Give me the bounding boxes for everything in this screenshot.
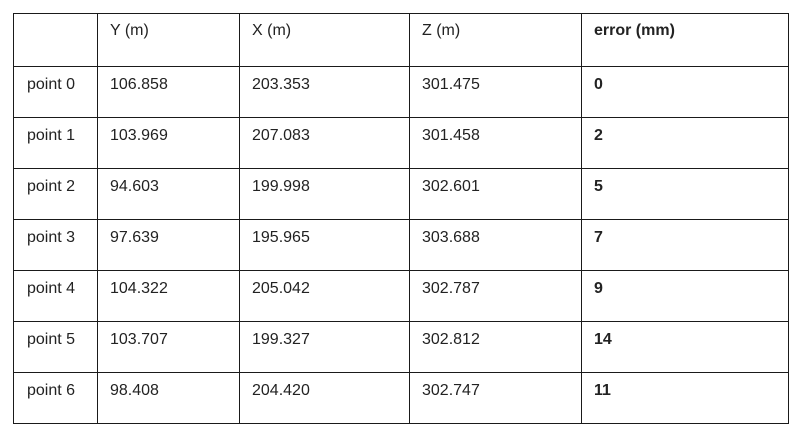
cell-y: 97.639: [98, 220, 240, 271]
cell-error: 14: [582, 322, 789, 373]
coordinates-table: [13, 13, 789, 424]
header-cell-empty: [14, 14, 98, 67]
cell-y: 103.707: [98, 322, 240, 373]
table-row: [14, 118, 789, 169]
cell-x: 205.042: [240, 271, 410, 322]
cell-y: 104.322: [98, 271, 240, 322]
cell-z: 302.787: [410, 271, 582, 322]
cell-z: 302.812: [410, 322, 582, 373]
table-row: [14, 220, 789, 271]
table-row: [14, 67, 789, 118]
header-cell-z: Z (m): [410, 14, 582, 67]
row-label: point 3: [14, 220, 98, 271]
cell-x: 203.353: [240, 67, 410, 118]
cell-x: 207.083: [240, 118, 410, 169]
cell-x: 199.327: [240, 322, 410, 373]
cell-y: 103.969: [98, 118, 240, 169]
row-label: point 4: [14, 271, 98, 322]
cell-z: 301.475: [410, 67, 582, 118]
cell-error: 11: [582, 373, 789, 424]
table-header-row: [14, 14, 789, 67]
cell-z: 302.747: [410, 373, 582, 424]
header-cell-x: X (m): [240, 14, 410, 67]
table-row: [14, 169, 789, 220]
cell-error: 2: [582, 118, 789, 169]
row-label: point 5: [14, 322, 98, 373]
cell-error: 0: [582, 67, 789, 118]
table-row: [14, 271, 789, 322]
cell-y: 94.603: [98, 169, 240, 220]
header-cell-y: Y (m): [98, 14, 240, 67]
cell-z: 303.688: [410, 220, 582, 271]
row-label: point 0: [14, 67, 98, 118]
table-row: [14, 322, 789, 373]
cell-y: 98.408: [98, 373, 240, 424]
cell-z: 301.458: [410, 118, 582, 169]
header-cell-error: error (mm): [582, 14, 789, 67]
cell-z: 302.601: [410, 169, 582, 220]
row-label: point 2: [14, 169, 98, 220]
row-label: point 6: [14, 373, 98, 424]
cell-error: 7: [582, 220, 789, 271]
cell-x: 195.965: [240, 220, 410, 271]
cell-y: 106.858: [98, 67, 240, 118]
cell-error: 5: [582, 169, 789, 220]
table-row: [14, 373, 789, 424]
row-label: point 1: [14, 118, 98, 169]
cell-x: 199.998: [240, 169, 410, 220]
cell-x: 204.420: [240, 373, 410, 424]
cell-error: 9: [582, 271, 789, 322]
